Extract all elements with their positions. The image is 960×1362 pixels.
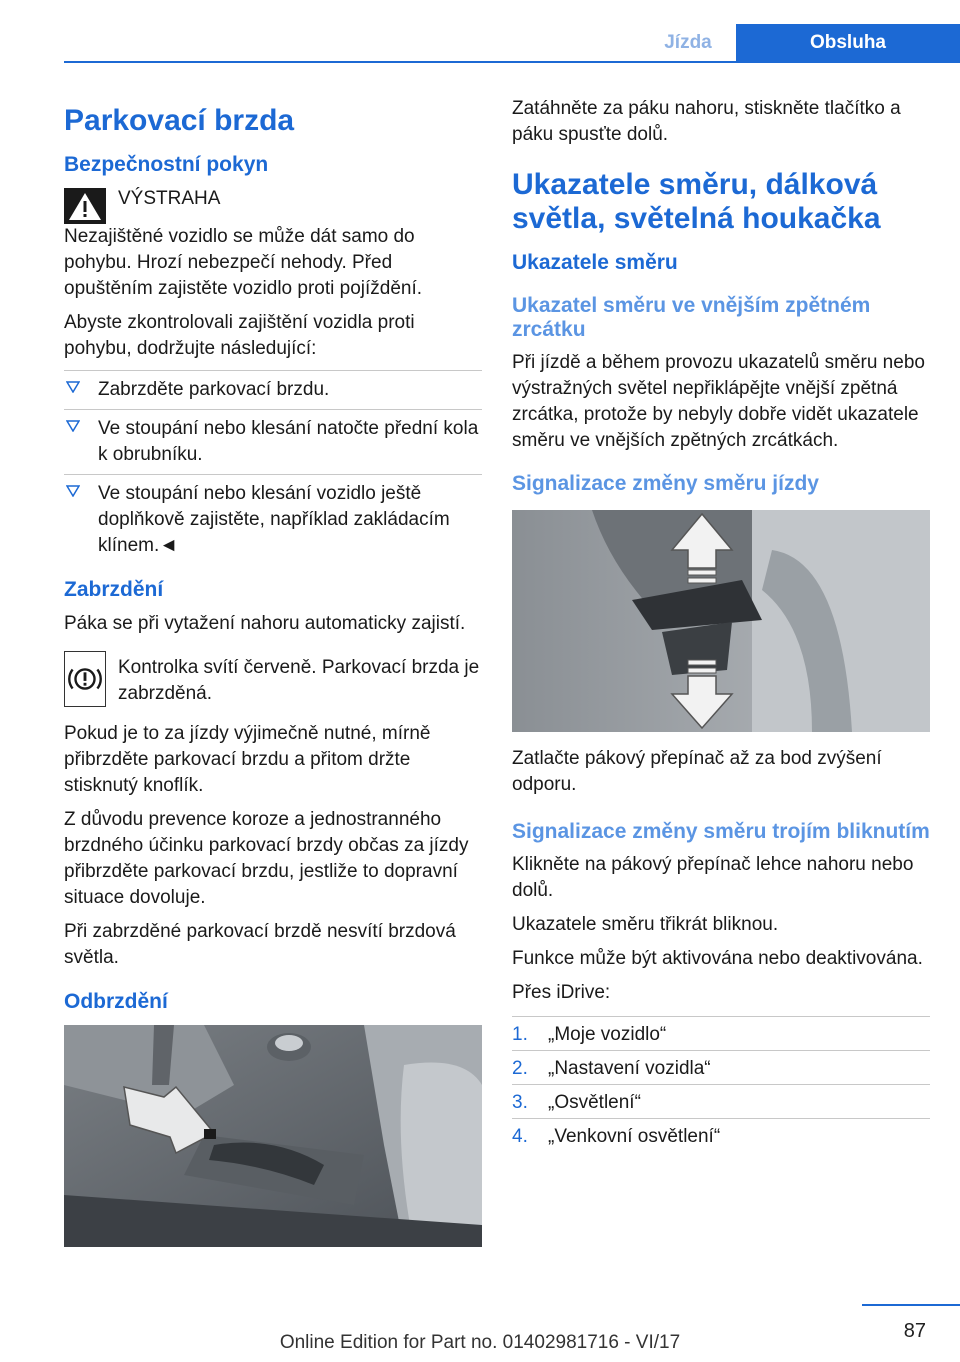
section-title-parking-brake: Parkovací brzda bbox=[64, 104, 295, 137]
list-item: 4. „Venkovní osvětlení“ bbox=[512, 1118, 930, 1152]
page-number: 87 bbox=[903, 1320, 926, 1342]
list-item: 3. „Osvětlení“ bbox=[512, 1084, 930, 1118]
footer-rule bbox=[862, 1304, 960, 1306]
paragraph-3: Při zabrzděné parkovací brzdě nesvítí brzdová světla. bbox=[64, 921, 456, 968]
signal-heading: Signalizace změny směru jízdy bbox=[512, 472, 819, 495]
mirror-text: Při jízdě a během provozu ukazatelů směru nebo výstražných světel nepřiklápějte vnější zpětná zrcátka, protože by nebyly dobře vidět ukazatele směru ve vnějších zpětných zrcátkách. bbox=[512, 352, 925, 451]
safety-heading: Bezpečnostní pokyn bbox=[64, 153, 269, 176]
warning-block bbox=[64, 186, 482, 224]
list-item: 1. „Moje vozidlo“ bbox=[512, 1016, 930, 1050]
warning-text: Nezajištěné vozidlo se může dát samo do pohybu. Hrozí nebezpečí nehody. Před opuštěním zajistěte vozidlo proti pojíždění. bbox=[64, 226, 423, 299]
list-item: Zabrzděte parkovací brzdu. bbox=[64, 370, 482, 403]
triangle-bullet-icon bbox=[66, 381, 80, 393]
tab-jizda[interactable]: Jízda bbox=[640, 24, 736, 62]
indicator-block bbox=[64, 651, 482, 707]
edition-footer: Online Edition for Part no. 01402981716 - VI/17 bbox=[279, 1332, 681, 1353]
header-rule bbox=[64, 61, 960, 63]
apply-heading: Zabrzdění bbox=[64, 578, 164, 601]
triangle-bullet-icon bbox=[66, 485, 80, 497]
section-title-turn-signals: Ukazatele směru, dálková světla, světelná houkačka bbox=[512, 168, 881, 235]
tab-obsluha[interactable]: Obsluha bbox=[736, 24, 960, 62]
apply-text: Páka se při vytažení nahoru automaticky zajistí. bbox=[64, 613, 466, 634]
triangle-bullet-icon bbox=[66, 420, 80, 432]
parking-brake-photo bbox=[64, 1025, 482, 1247]
right-column bbox=[512, 96, 930, 1152]
mirror-heading: Ukazatel směru ve vnějším zpětném zrcátku bbox=[512, 294, 871, 341]
intro-text: Abyste zkontrolovali zajištění vozidla proti pohybu, dodržujte následující: bbox=[64, 312, 415, 359]
list-item: 2. „Nastavení vozidla“ bbox=[512, 1050, 930, 1084]
triple-heading: Signalizace změny směru trojím bliknutím bbox=[512, 820, 930, 843]
turn-signals-heading: Ukazatele směru bbox=[512, 251, 678, 274]
signal-text: Zatlačte pákový přepínač až za bod zvýšení odporu. bbox=[512, 748, 882, 795]
list-item: Ve stoupání nebo klesání natočte přední kola k obrubníku. bbox=[64, 409, 482, 468]
via-idrive: Přes iDrive: bbox=[512, 982, 611, 1003]
release-heading: Odbrzdění bbox=[64, 990, 168, 1013]
turn-signal-lever-photo bbox=[512, 510, 930, 732]
paragraph-2: Z důvodu prevence koroze a jednostranného brzdného účinku parkovací brzdy občas za jízdy přibrzděte parkovací brzdu, jestliže to dopravní situace dovoluje. bbox=[64, 809, 469, 908]
warning-label: VÝSTRAHA bbox=[118, 188, 221, 209]
indicator-text: Kontrolka svítí červeně. Parkovací brzda je zabrzděná. bbox=[118, 657, 480, 704]
parking-brake-indicator-icon bbox=[64, 651, 106, 707]
safety-bullet-list bbox=[64, 370, 482, 559]
triple-text-1: Klikněte na pákový přepínač lehce nahoru nebo dolů. bbox=[512, 854, 914, 901]
release-text: Zatáhněte za páku nahoru, stiskněte tlačítko a páku spusťte dolů. bbox=[512, 98, 901, 145]
left-column bbox=[64, 96, 482, 1247]
triple-text-3: Funkce může být aktivována nebo deaktivována. bbox=[512, 948, 923, 969]
paragraph-1: Pokud je to za jízdy výjimečně nutné, mírně přibrzděte parkovací brzdu a přitom držte stisknutý knoflík. bbox=[64, 723, 431, 796]
warning-icon bbox=[64, 188, 106, 224]
idrive-steps-list bbox=[512, 1016, 930, 1152]
list-item: Ve stoupání nebo klesání vozidlo ještě doplňkově zajistěte, například zakládacím klínem.◄ bbox=[64, 474, 482, 559]
triple-text-2: Ukazatele směru třikrát bliknou. bbox=[512, 914, 779, 935]
